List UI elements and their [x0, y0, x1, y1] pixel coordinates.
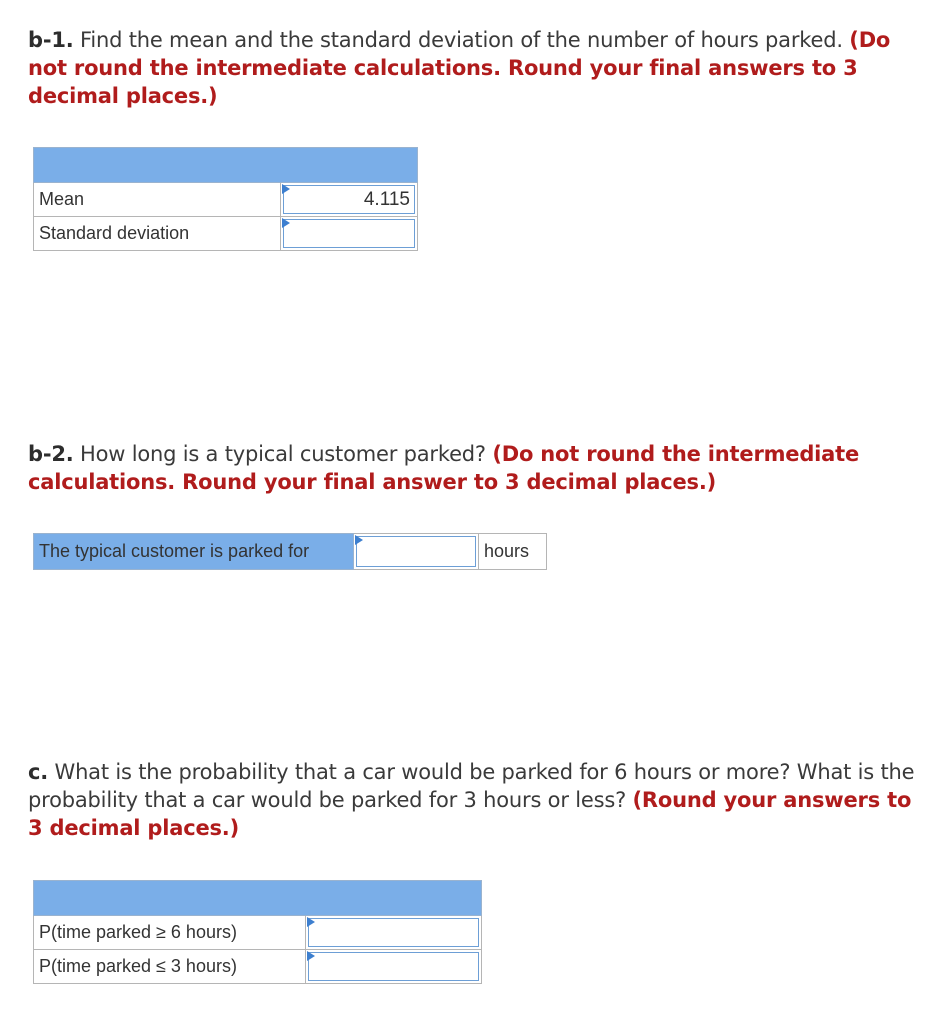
- typical-customer-cell: [354, 533, 479, 570]
- prob-ge-6-cell: [306, 916, 482, 950]
- question-b1-number: b-1.: [28, 28, 74, 52]
- prob-le-3-label: P(time parked ≤ 3 hours): [34, 950, 306, 984]
- b1-header-cell: [34, 148, 418, 183]
- c-header-cell: [34, 881, 482, 916]
- prob-ge-6-flag-icon: [307, 917, 315, 927]
- standard-deviation-cell: [281, 217, 418, 251]
- c-answer-table: [33, 880, 482, 984]
- standard-deviation-input[interactable]: [283, 219, 415, 248]
- prob-le-3-cell: [306, 950, 482, 984]
- question-c-text: What is the probability that a car would be parked for 6 hours or more? What is the probability that a car would be parked for 3 hours or less?: [28, 760, 915, 812]
- typical-customer-label: The typical customer is parked for: [33, 533, 354, 570]
- typical-customer-row: [33, 533, 547, 570]
- c-row-le3: [34, 950, 482, 984]
- hours-unit-label: hours: [479, 533, 547, 570]
- question-c-instruction: (Round your answers to 3 decimal places.): [28, 788, 912, 840]
- mean-input[interactable]: 4.115: [283, 185, 415, 214]
- question-b2-text: How long is a typical customer parked?: [73, 442, 493, 466]
- question-c-number: c.: [28, 760, 49, 784]
- standard-deviation-label: Standard deviation: [34, 217, 281, 251]
- b1-answer-table: [33, 147, 418, 251]
- prob-ge-6-input[interactable]: [308, 918, 479, 947]
- typical-customer-input[interactable]: [356, 536, 476, 567]
- mean-label: Mean: [34, 183, 281, 217]
- standard-deviation-flag-icon: [282, 218, 290, 228]
- prob-le-3-flag-icon: [307, 951, 315, 961]
- prob-ge-6-label: P(time parked ≥ 6 hours): [34, 916, 306, 950]
- question-b2-instruction: (Do not round the intermediate calculations. Round your final answer to 3 decimal places.): [28, 442, 860, 494]
- b1-row-mean: [34, 183, 418, 217]
- b1-row-sd: [34, 217, 418, 251]
- question-b1-text: Find the mean and the standard deviation of the number of hours parked.: [73, 28, 850, 52]
- c-row-ge6: [34, 916, 482, 950]
- question-b2-number: b-2.: [28, 442, 74, 466]
- c-table-header: [34, 881, 482, 916]
- typical-customer-flag-icon: [355, 535, 363, 545]
- question-b1: [28, 26, 908, 110]
- mean-cell: [281, 183, 418, 217]
- question-c: [28, 758, 918, 842]
- b1-table-header: [34, 148, 418, 183]
- mean-flag-icon: [282, 184, 290, 194]
- question-b2: [28, 440, 908, 496]
- prob-le-3-input[interactable]: [308, 952, 479, 981]
- question-b1-instruction: (Do not round the intermediate calculations. Round your final answers to 3 decimal places.): [28, 28, 891, 108]
